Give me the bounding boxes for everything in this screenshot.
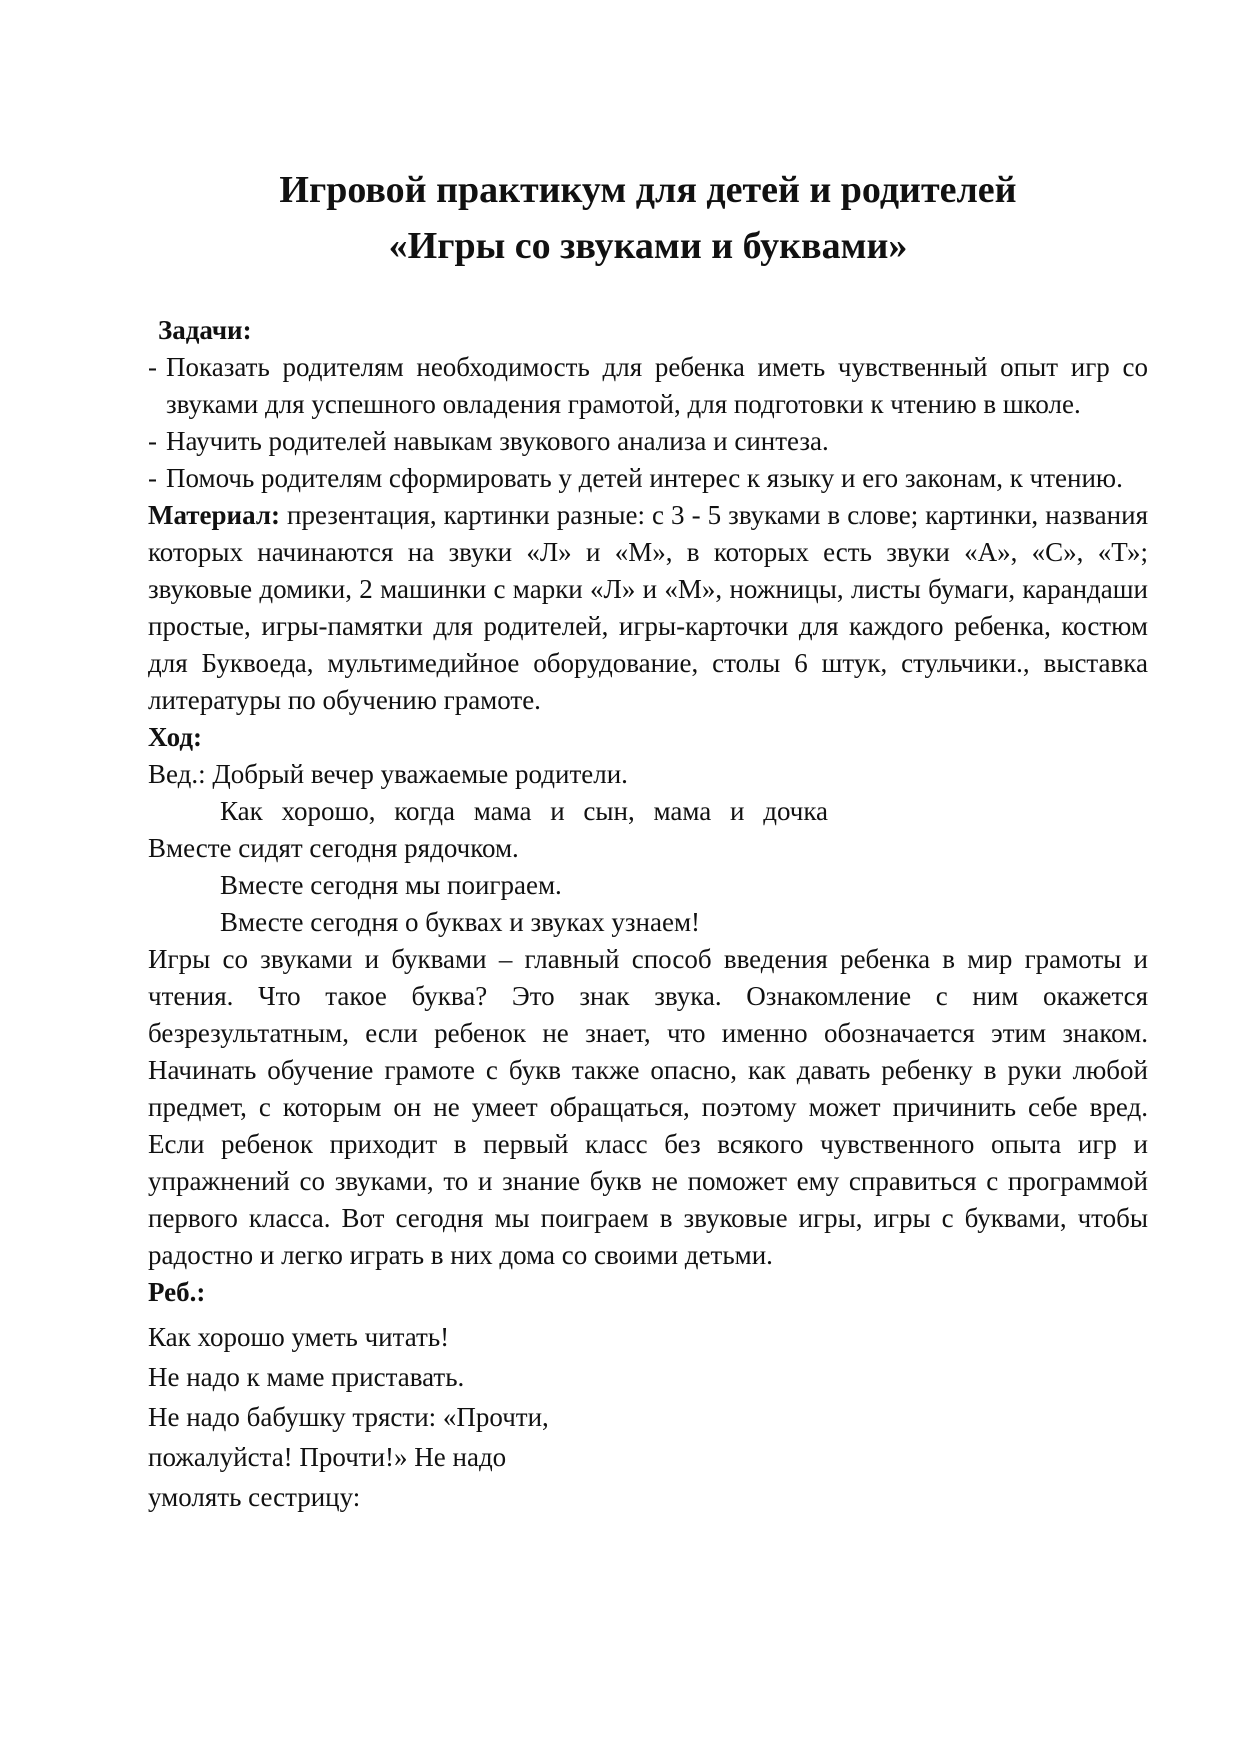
verse-line: Вместе сегодня о буквах и звуках узнаем!	[220, 907, 701, 937]
process-heading: Ход:	[148, 722, 203, 752]
material-paragraph	[148, 497, 1148, 719]
document-page	[148, 162, 1148, 1517]
main-paragraph: Игры со звуками и буквами – главный способ введения ребенка в мир грамоты и чтения. Что такое буква? Это знак звука. Ознакомление с ним окажется безрезультатным, если ребенок не знает, что именно обозначается этим знаком. Начинать обучение грамоте с букв также опасно, как давать ребенку в руки любой предмет, с которым он не умеет обращаться, поэтому может причинить себе вред. Если ребенок приходит в первый класс без всякого чувственного опыта игр и упражнений со звуками, то и знание букв не поможет ему справиться с программой первого класса. Вот сегодня мы поиграем в звуковые игры, игры с буквами, чтобы радостно и легко играть в них дома со своими детьми.	[148, 944, 1148, 1270]
child-poem-line: пожалуйста! Прочти!» Не надо	[148, 1442, 507, 1472]
task-item	[148, 423, 1148, 460]
task-text: Показать родителям необходимость для ребенка иметь чувственный опыт игр со звуками для успешного овладения грамотой, для подготовки к чтению в школе.	[166, 352, 1148, 419]
verse-line: Вместе сегодня мы поиграем.	[220, 870, 562, 900]
material-text: презентация, картинки разные: с 3 - 5 звуками в слове; картинки, названия которых начинаются на звуки «Л» и «М», в которых есть звуки «А», «С», «Т»; звуковые домики, 2 машинки с марки «Л» и «М», ножницы, листы бумаги, карандаши простые, игры-памятки для родителей, игры-карточки для каждого ребенка, костюм для Буквоеда, мультимедийное оборудование, столы 6 штук, стульчики., выставка литературы по обучению грамоте.	[148, 500, 1148, 715]
list-dash: -	[148, 352, 157, 382]
child-heading: Реб.:	[148, 1277, 206, 1307]
page-title	[148, 162, 1148, 274]
greeting-line: Вед.: Добрый вечер уважаемые родители.	[148, 759, 628, 789]
task-text: Научить родителей навыкам звукового анализа и синтеза.	[166, 426, 829, 456]
child-poem-line: Не надо к маме приставать.	[148, 1362, 465, 1392]
child-poem-line: умолять сестрицу:	[148, 1482, 361, 1512]
task-item	[148, 349, 1148, 423]
title-line-2: «Игры со звуками и буквами»	[388, 225, 908, 267]
task-text: Помочь родителям сформировать у детей интерес к языку и его законам, к чтению.	[166, 463, 1123, 493]
task-item	[148, 460, 1148, 497]
child-poem-line: Как хорошо уметь читать!	[148, 1322, 450, 1352]
list-dash: -	[148, 463, 157, 493]
verse-line: Как хорошо, когда мама и сын, мама и дочка	[220, 796, 829, 826]
material-label: Материал:	[148, 500, 280, 530]
list-dash: -	[148, 426, 157, 456]
child-poem-line: Не надо бабушку трясти: «Прочти,	[148, 1402, 549, 1432]
verse-line: Вместе сидят сегодня рядочком.	[148, 833, 519, 863]
document-body	[148, 312, 1148, 1517]
title-line-1: Игровой практикум для детей и родителей	[279, 169, 1017, 211]
tasks-heading: Задачи:	[158, 315, 252, 345]
